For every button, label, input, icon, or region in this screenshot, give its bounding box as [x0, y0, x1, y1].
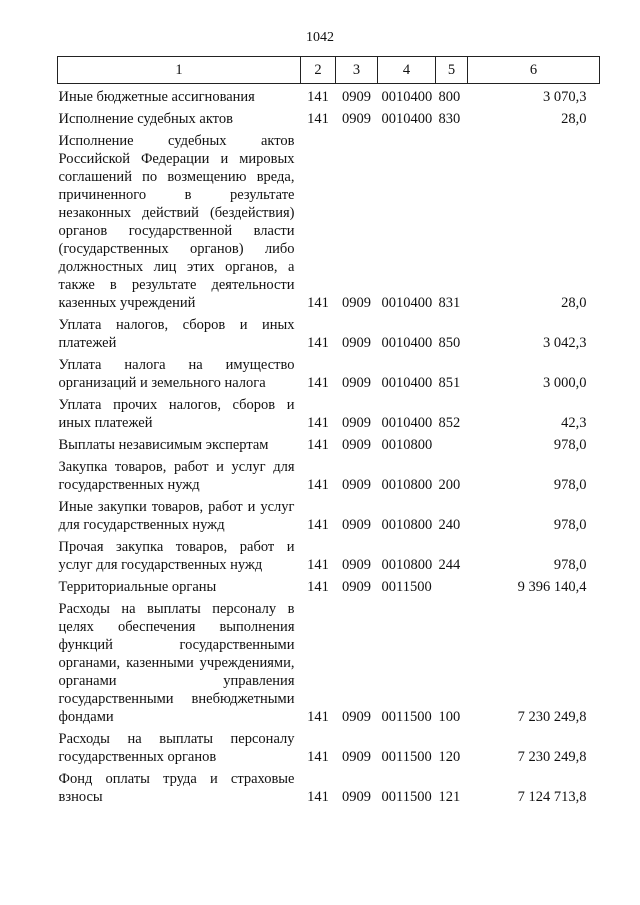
- row-col-3: 0909: [342, 375, 371, 391]
- row-col-4: 0010400: [381, 335, 433, 351]
- row-col-3: 0909: [342, 335, 371, 351]
- row-name: Иные закупки товаров, работ и услуг для государственных нужд: [58, 499, 295, 533]
- row-amount: 28,0: [561, 111, 587, 127]
- row-name: Уплата налогов, сборов и иных платежей: [58, 317, 295, 351]
- row-col-5: [436, 432, 468, 454]
- table-row: [58, 128, 600, 312]
- table-row: [58, 392, 600, 432]
- table-row: [58, 574, 600, 596]
- row-col-4: 0010400: [381, 89, 433, 105]
- row-col-5: 100: [438, 709, 461, 725]
- table-row: [58, 454, 600, 494]
- row-col-2: 141: [307, 749, 329, 765]
- row-name: Прочая закупка товаров, работ и услуг для государственных нужд: [58, 539, 295, 573]
- row-col-2: 141: [307, 295, 329, 311]
- row-amount: 7 124 713,8: [517, 789, 587, 805]
- row-col-5: 851: [438, 375, 461, 391]
- row-name: Исполнение судебных актов Российской Федерации и мировых соглашений по возмещению вреда, причиненного в результате незаконных действий (бездействия) органов государственной власти (государственных органов) либо должностных лиц этих органов, а также в результате деятельности казенных учреждений: [58, 133, 295, 311]
- row-amount: 7 230 249,8: [517, 749, 587, 765]
- row-col-5: 240: [438, 517, 461, 533]
- row-name: Фонд оплаты труда и страховые взносы: [58, 771, 295, 805]
- row-amount: 3 070,3: [543, 89, 587, 105]
- row-col-3: 0909: [342, 557, 371, 573]
- row-col-5: 120: [438, 749, 461, 765]
- header-col-3: 3: [336, 57, 378, 84]
- header-col-5: 5: [436, 57, 468, 84]
- row-col-5: 200: [438, 477, 461, 493]
- row-col-2: 141: [307, 335, 329, 351]
- row-col-2: 141: [307, 579, 329, 595]
- row-col-3: 0909: [342, 111, 371, 127]
- row-amount: 7 230 249,8: [517, 709, 587, 725]
- row-name: Исполнение судебных актов: [58, 111, 233, 127]
- row-col-4: 0010800: [381, 517, 433, 533]
- header-col-1: 1: [58, 57, 301, 84]
- row-col-2: 141: [307, 709, 329, 725]
- row-name: Расходы на выплаты персоналу государственных органов: [58, 731, 295, 765]
- row-col-2: 141: [307, 557, 329, 573]
- row-amount: 978,0: [553, 517, 587, 533]
- row-name: Уплата прочих налогов, сборов и иных платежей: [58, 397, 295, 431]
- row-col-4: 0011500: [381, 789, 432, 805]
- row-col-5: 121: [438, 789, 461, 805]
- table-row: [58, 534, 600, 574]
- row-col-5: [436, 574, 468, 596]
- row-name: Расходы на выплаты персоналу в целях обеспечения выполнения функций государственными органами, казенными учреждениями, органами управления государственными внебюджетными фондами: [58, 601, 295, 725]
- row-amount: 42,3: [561, 415, 587, 431]
- row-col-4: 0010800: [381, 557, 433, 573]
- row-col-3: 0909: [342, 477, 371, 493]
- row-col-4: 0011500: [381, 579, 432, 595]
- row-col-2: 141: [307, 517, 329, 533]
- row-col-5: 852: [438, 415, 461, 431]
- table-row: [58, 352, 600, 392]
- row-amount: 3 000,0: [543, 375, 587, 391]
- row-amount: 3 042,3: [543, 335, 587, 351]
- row-col-2: 141: [307, 789, 329, 805]
- table-row: [58, 726, 600, 766]
- row-col-2: 141: [307, 89, 329, 105]
- row-col-5: 244: [438, 557, 461, 573]
- row-col-4: 0011500: [381, 709, 432, 725]
- row-col-3: 0909: [342, 89, 371, 105]
- row-col-4: 0010800: [381, 437, 433, 453]
- row-name: Закупка товаров, работ и услуг для государственных нужд: [58, 459, 295, 493]
- row-amount: 28,0: [561, 295, 587, 311]
- row-col-3: 0909: [342, 415, 371, 431]
- budget-table: [57, 56, 600, 806]
- table-row: [58, 494, 600, 534]
- row-col-4: 0010800: [381, 477, 433, 493]
- row-col-2: 141: [307, 437, 329, 453]
- header-col-2: 2: [301, 57, 336, 84]
- row-col-4: 0010400: [381, 111, 433, 127]
- row-col-5: 831: [438, 295, 461, 311]
- row-name: Иные бюджетные ассигнования: [58, 89, 255, 105]
- table-row: [58, 432, 600, 454]
- table-row: [58, 106, 600, 128]
- row-col-3: 0909: [342, 709, 371, 725]
- table-row: [58, 84, 600, 107]
- row-name: Уплата налога на имущество организаций и земельного налога: [58, 357, 295, 391]
- row-col-3: 0909: [342, 749, 371, 765]
- table-row: [58, 766, 600, 806]
- row-col-4: 0010400: [381, 375, 433, 391]
- row-col-5: 800: [438, 89, 461, 105]
- row-col-4: 0010400: [381, 295, 433, 311]
- row-amount: 978,0: [553, 477, 587, 493]
- header-col-4: 4: [378, 57, 436, 84]
- row-amount: 978,0: [553, 557, 587, 573]
- row-col-5: 830: [438, 111, 461, 127]
- row-col-4: 0010400: [381, 415, 433, 431]
- table-row: [58, 312, 600, 352]
- row-col-3: 0909: [342, 437, 371, 453]
- row-col-2: 141: [307, 477, 329, 493]
- row-name: Территориальные органы: [58, 579, 217, 595]
- row-amount: 978,0: [553, 437, 587, 453]
- header-col-6: 6: [468, 57, 600, 84]
- row-col-3: 0909: [342, 579, 371, 595]
- row-amount: 9 396 140,4: [517, 579, 587, 595]
- row-col-5: 850: [438, 335, 461, 351]
- row-col-4: 0011500: [381, 749, 432, 765]
- row-name: Выплаты независимым экспертам: [58, 437, 269, 453]
- row-col-2: 141: [307, 375, 329, 391]
- header-row: [58, 57, 600, 84]
- row-col-3: 0909: [342, 295, 371, 311]
- page-number: 1042: [306, 30, 334, 45]
- row-col-3: 0909: [342, 789, 371, 805]
- row-col-2: 141: [307, 415, 329, 431]
- row-col-2: 141: [307, 111, 329, 127]
- row-col-3: 0909: [342, 517, 371, 533]
- table-row: [58, 596, 600, 726]
